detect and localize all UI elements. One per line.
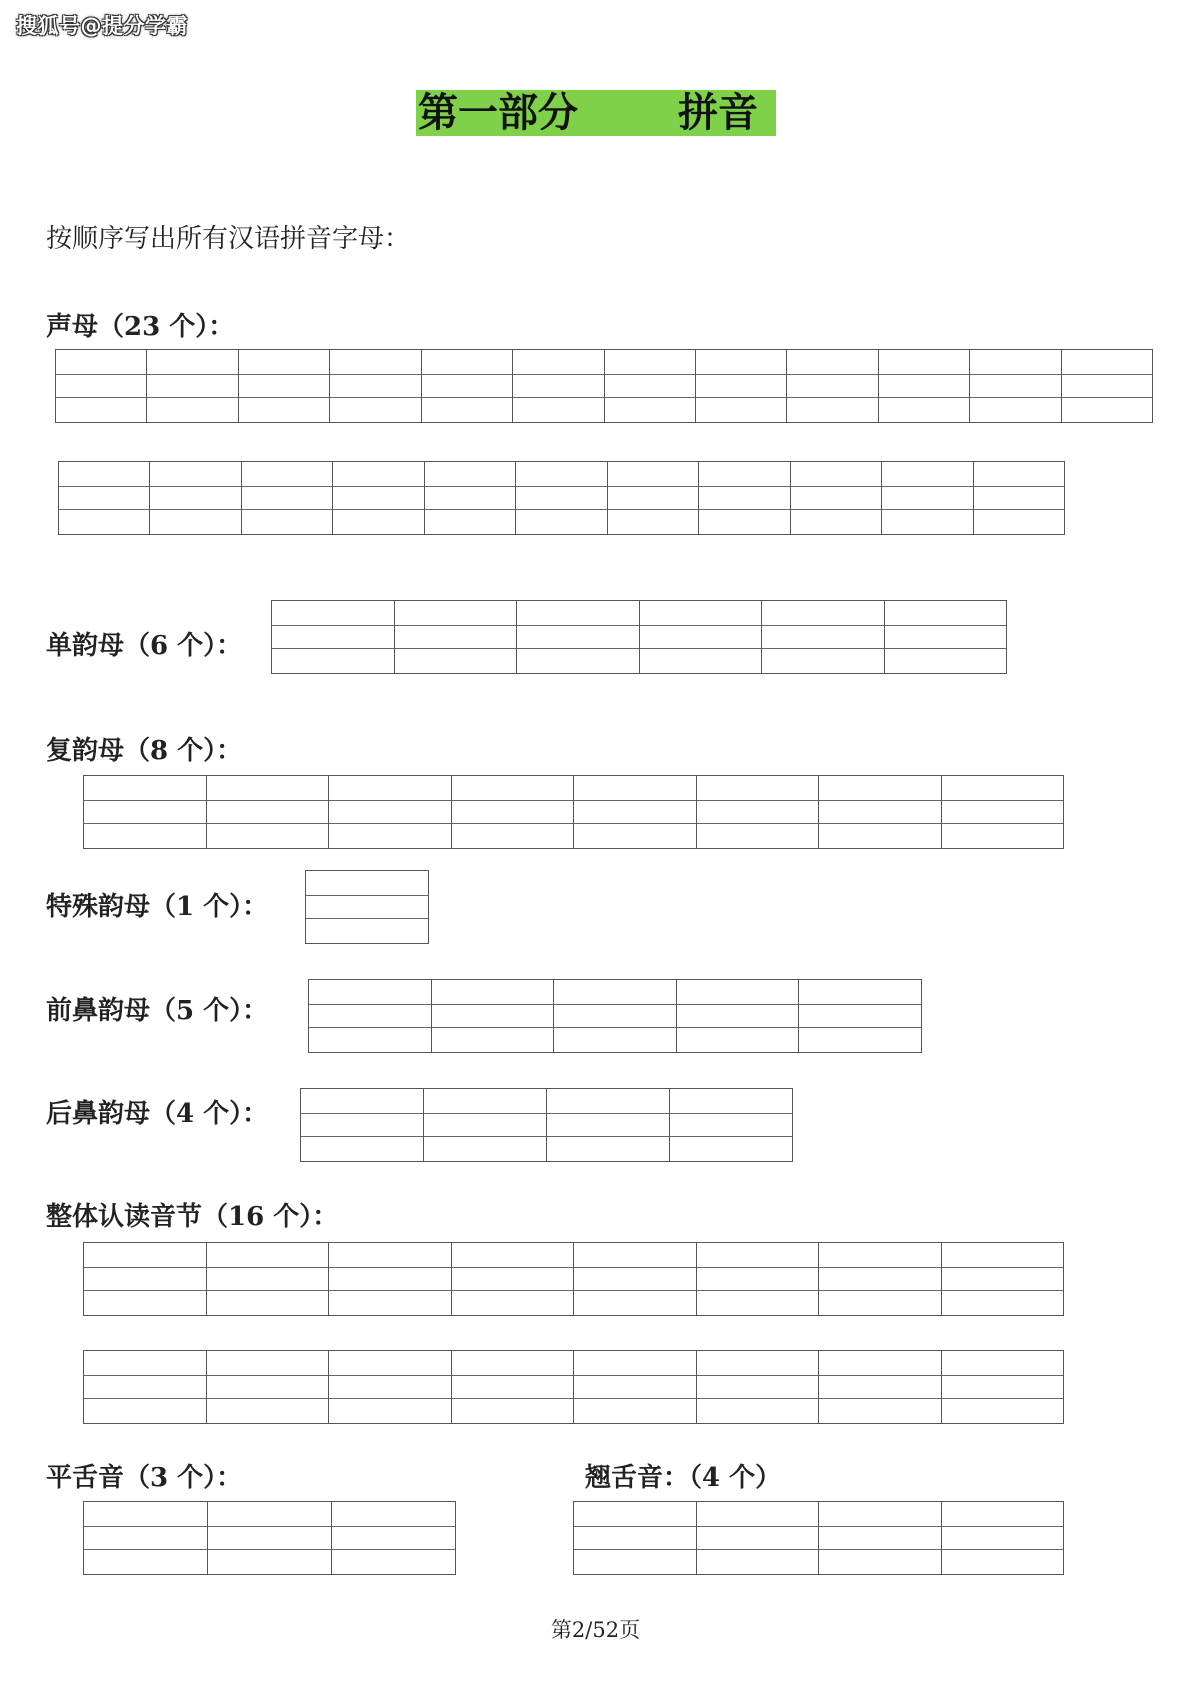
page-title: [416, 90, 776, 136]
writing-cell[interactable]: [819, 1501, 942, 1575]
writing-cell[interactable]: [697, 1350, 820, 1424]
writing-cell[interactable]: [208, 1501, 332, 1575]
writing-cell[interactable]: [697, 775, 820, 849]
label-fuyunmu: 复韵母（8 个）：: [46, 736, 243, 766]
writing-cell[interactable]: [547, 1088, 670, 1162]
writing-cell[interactable]: [309, 979, 432, 1053]
writing-cell[interactable]: [84, 1501, 208, 1575]
writing-cell[interactable]: [332, 1501, 456, 1575]
writing-cell[interactable]: [699, 461, 790, 535]
writing-cell[interactable]: [516, 461, 607, 535]
writing-cell[interactable]: [432, 979, 555, 1053]
writing-cell[interactable]: [819, 775, 942, 849]
writing-cell[interactable]: [425, 461, 516, 535]
writing-cell[interactable]: [970, 349, 1061, 423]
writing-cell[interactable]: [762, 600, 885, 674]
grid-pingshe[interactable]: [83, 1501, 456, 1575]
grid-teshu[interactable]: [305, 870, 429, 944]
grid-shengmu-row2[interactable]: [58, 461, 1065, 535]
writing-cell[interactable]: [942, 775, 1065, 849]
page-number: 第2/52页: [550, 1618, 641, 1642]
writing-cell[interactable]: [329, 1350, 452, 1424]
writing-cell[interactable]: [974, 461, 1065, 535]
writing-cell[interactable]: [84, 1242, 207, 1316]
writing-cell[interactable]: [942, 1242, 1065, 1316]
label-zhengti: 整体认读音节（16 个）：: [46, 1202, 339, 1232]
title-topic: 拼音: [678, 90, 758, 136]
writing-cell[interactable]: [150, 461, 241, 535]
writing-cell[interactable]: [452, 1350, 575, 1424]
grid-shengmu-row1[interactable]: [55, 349, 1153, 423]
writing-cell[interactable]: [59, 461, 150, 535]
writing-cell[interactable]: [799, 979, 922, 1053]
label-qianbi: 前鼻韵母（5 个）：: [46, 996, 269, 1026]
writing-cell[interactable]: [574, 775, 697, 849]
writing-cell[interactable]: [207, 775, 330, 849]
writing-cell[interactable]: [329, 775, 452, 849]
writing-cell[interactable]: [272, 600, 395, 674]
writing-cell[interactable]: [239, 349, 330, 423]
watermark: 搜狐号@提分学霸: [16, 14, 188, 38]
writing-cell[interactable]: [329, 1242, 452, 1316]
writing-cell[interactable]: [696, 349, 787, 423]
writing-cell[interactable]: [942, 1501, 1065, 1575]
writing-cell[interactable]: [452, 1242, 575, 1316]
writing-cell[interactable]: [513, 349, 604, 423]
writing-cell[interactable]: [517, 600, 640, 674]
writing-cell[interactable]: [885, 600, 1008, 674]
writing-cell[interactable]: [787, 349, 878, 423]
writing-cell[interactable]: [670, 1088, 793, 1162]
grid-houbi[interactable]: [300, 1088, 793, 1162]
writing-cell[interactable]: [330, 349, 421, 423]
writing-cell[interactable]: [608, 461, 699, 535]
writing-cell[interactable]: [84, 1350, 207, 1424]
writing-cell[interactable]: [84, 775, 207, 849]
writing-cell[interactable]: [640, 600, 763, 674]
writing-cell[interactable]: [306, 870, 429, 944]
writing-cell[interactable]: [942, 1350, 1065, 1424]
writing-cell[interactable]: [697, 1501, 820, 1575]
writing-cell[interactable]: [819, 1242, 942, 1316]
label-qiaoshe: 翘舌音：（4 个）: [585, 1463, 782, 1493]
writing-cell[interactable]: [395, 600, 518, 674]
grid-qiaoshe[interactable]: [573, 1501, 1064, 1575]
writing-cell[interactable]: [207, 1242, 330, 1316]
writing-cell[interactable]: [242, 461, 333, 535]
grid-fuyunmu[interactable]: [83, 775, 1064, 849]
label-shengmu: 声母（23 个）：: [46, 312, 235, 342]
grid-zhengti-row1[interactable]: [83, 1242, 1064, 1316]
writing-cell[interactable]: [574, 1350, 697, 1424]
writing-cell[interactable]: [422, 349, 513, 423]
label-danyunmu: 单韵母（6 个）：: [46, 631, 243, 661]
writing-cell[interactable]: [554, 979, 677, 1053]
instruction-text: 按顺序写出所有汉语拼音字母：: [46, 224, 411, 254]
title-part: 第一部分: [418, 90, 578, 136]
writing-cell[interactable]: [697, 1242, 820, 1316]
writing-cell[interactable]: [882, 461, 973, 535]
writing-cell[interactable]: [147, 349, 238, 423]
writing-cell[interactable]: [452, 775, 575, 849]
writing-cell[interactable]: [791, 461, 882, 535]
writing-cell[interactable]: [424, 1088, 547, 1162]
writing-cell[interactable]: [819, 1350, 942, 1424]
label-pingshe: 平舌音（3 个）：: [46, 1463, 243, 1493]
grid-zhengti-row2[interactable]: [83, 1350, 1064, 1424]
writing-cell[interactable]: [207, 1350, 330, 1424]
writing-cell[interactable]: [1062, 349, 1153, 423]
label-teshu: 特殊韵母（1 个）：: [46, 892, 269, 922]
grid-qianbi[interactable]: [308, 979, 922, 1053]
writing-cell[interactable]: [301, 1088, 424, 1162]
writing-cell[interactable]: [605, 349, 696, 423]
writing-cell[interactable]: [574, 1501, 697, 1575]
label-houbi: 后鼻韵母（4 个）：: [46, 1099, 269, 1129]
grid-danyunmu[interactable]: [271, 600, 1007, 674]
writing-cell[interactable]: [879, 349, 970, 423]
writing-cell[interactable]: [56, 349, 147, 423]
writing-cell[interactable]: [677, 979, 800, 1053]
writing-cell[interactable]: [574, 1242, 697, 1316]
writing-cell[interactable]: [333, 461, 424, 535]
